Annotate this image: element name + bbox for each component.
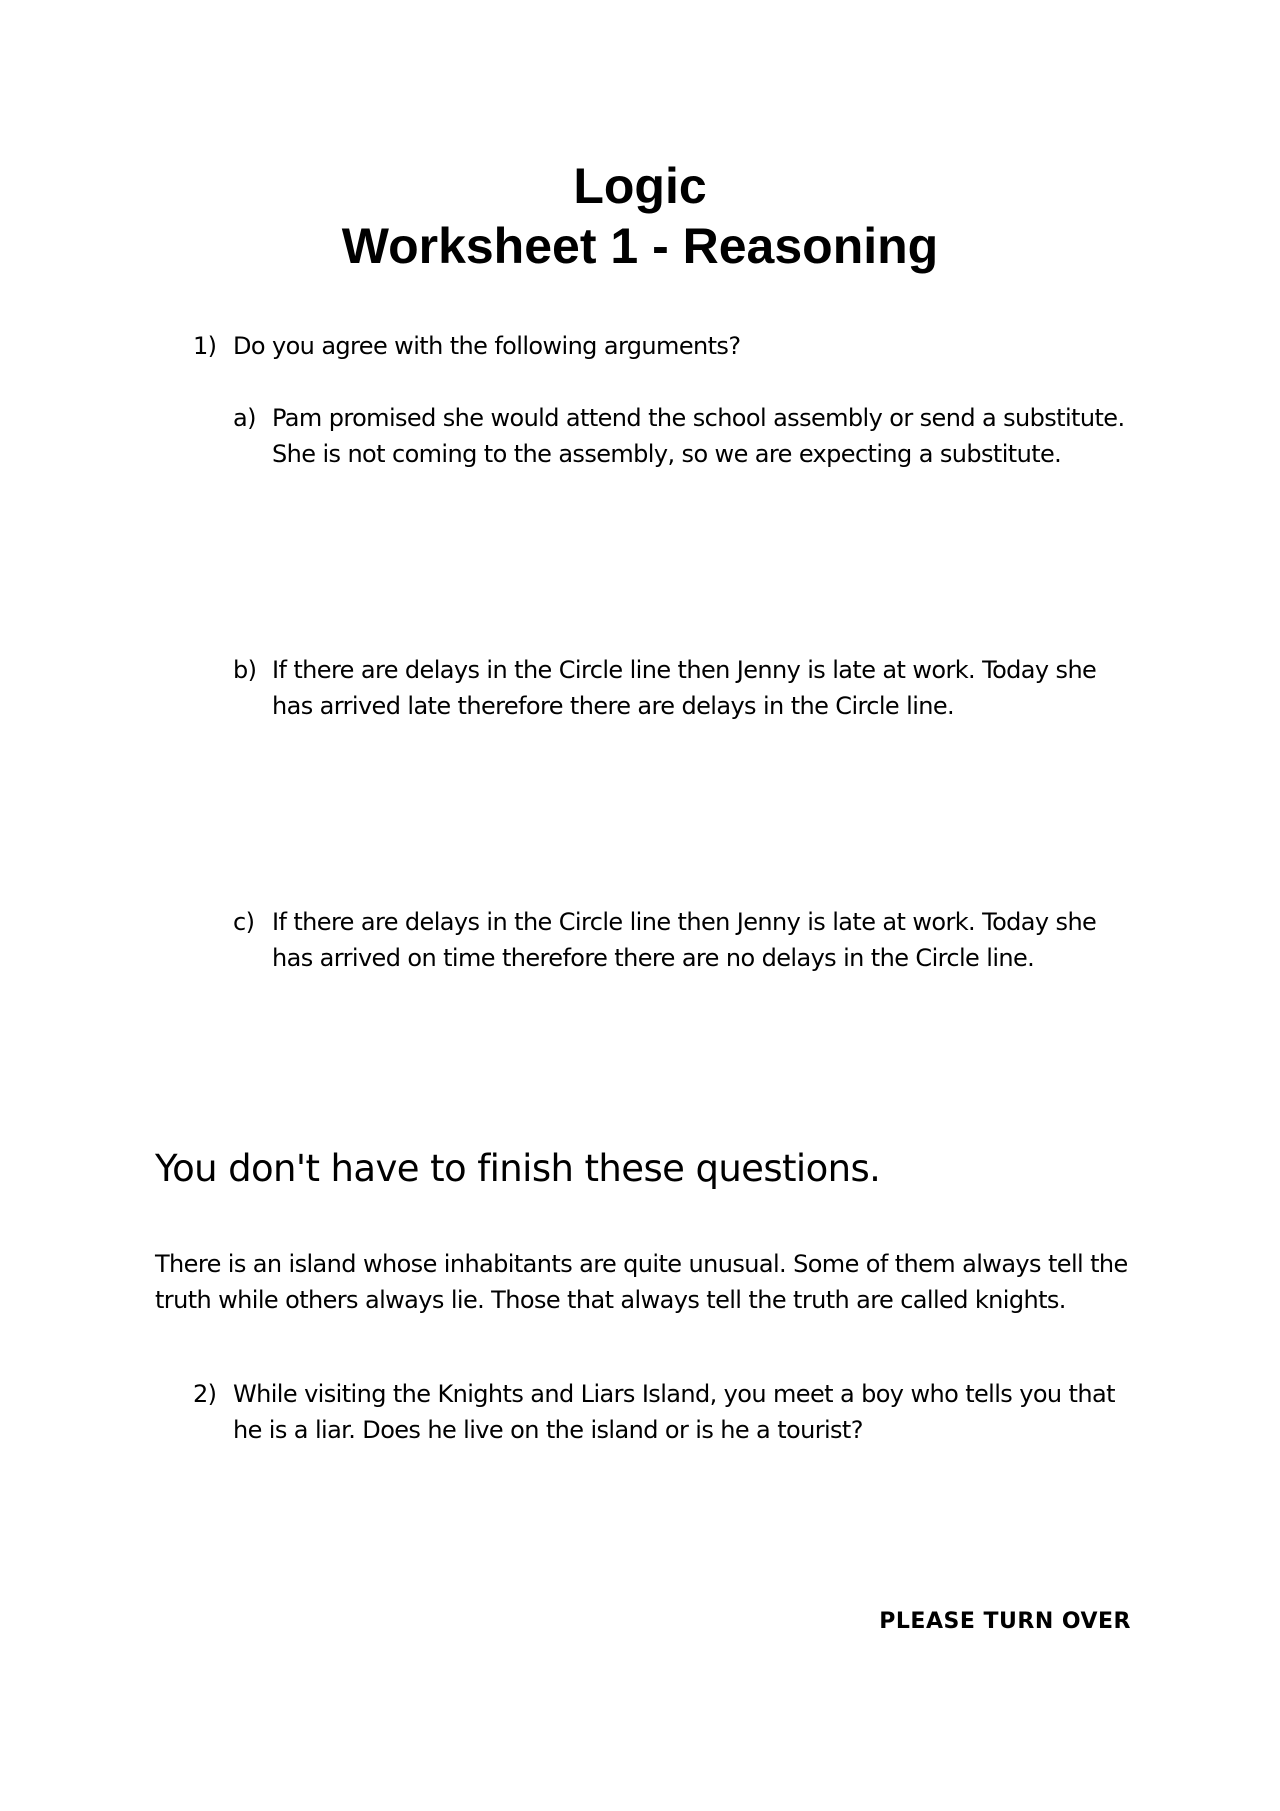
question-1b-line-2: has arrived late therefore there are delays in the Circle line. [272, 692, 955, 720]
question-1-number: 1) [193, 332, 217, 360]
question-2-line-1: While visiting the Knights and Liars Island, you meet a boy who tells you that [233, 1380, 1115, 1408]
island-intro-line-1: There is an island whose inhabitants are quite unusual. Some of them always tell the [155, 1250, 1128, 1278]
optional-section-heading: You don't have to finish these questions. [155, 1147, 881, 1190]
please-turn-over-note: PLEASE TURN OVER [879, 1609, 1131, 1634]
question-1a-line-1: Pam promised she would attend the school assembly or send a substitute. [272, 404, 1125, 432]
question-1c-letter: c) [233, 908, 255, 936]
question-1c-line-2: has arrived on time therefore there are no delays in the Circle line. [272, 944, 1035, 972]
question-1a-letter: a) [233, 404, 256, 432]
question-1a-line-2: She is not coming to the assembly, so we are expecting a substitute. [272, 440, 1062, 468]
page-title: Logic [573, 158, 707, 214]
question-1-prompt: Do you agree with the following arguments? [233, 332, 741, 360]
page-subtitle: Worksheet 1 - Reasoning [341, 218, 939, 274]
question-1b-letter: b) [233, 656, 257, 684]
question-2-number: 2) [193, 1380, 217, 1408]
island-intro-line-2: truth while others always lie. Those that always tell the truth are called knights. [155, 1286, 1066, 1314]
question-2-line-2: he is a liar. Does he live on the island or is he a tourist? [233, 1416, 863, 1444]
question-1b-line-1: If there are delays in the Circle line then Jenny is late at work. Today she [272, 656, 1097, 684]
question-1c-line-1: If there are delays in the Circle line then Jenny is late at work. Today she [272, 908, 1097, 936]
